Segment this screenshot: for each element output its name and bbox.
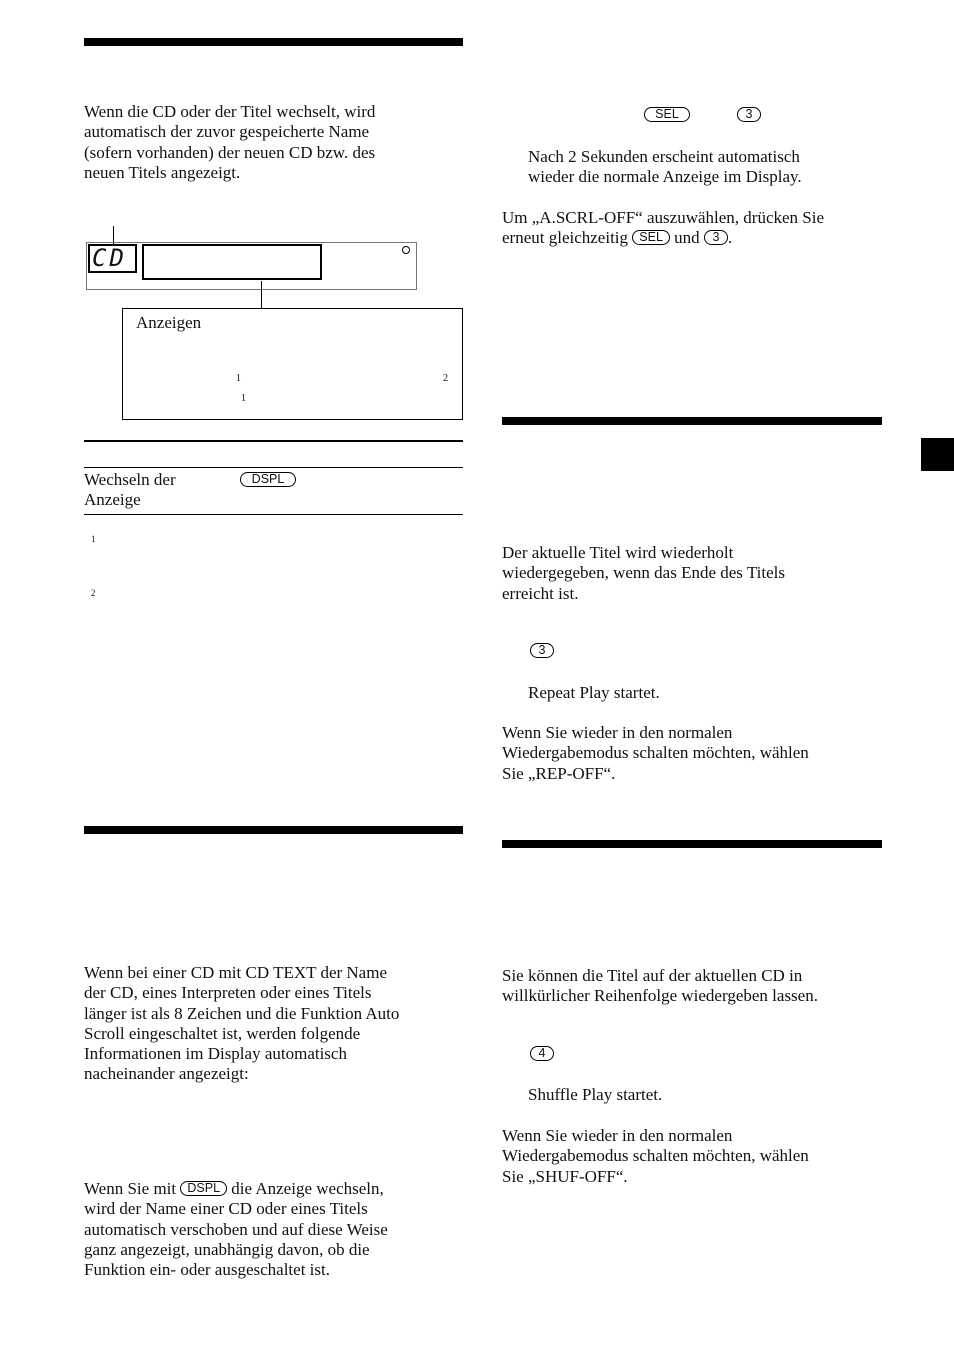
display-digits: CD	[92, 244, 127, 272]
auto-name-paragraph: Wenn die CD oder der Titel wechselt, wird automatisch der zuvor gespeicherte Name (sofern vorhanden) der neuen CD bzw. des neuen Titels angezeigt.	[84, 102, 376, 182]
shuffle-key-wrap	[530, 1046, 554, 1064]
section-rule-shuffle	[502, 840, 882, 848]
callout-title: Anzeigen	[136, 313, 202, 332]
display-text-area	[142, 244, 322, 280]
repeat-exit: Wenn Sie wieder in den normalen Wiedergabemodus schalten möchten, wählen Sie „REP-OFF“.	[502, 723, 809, 783]
footnote-mark: 2	[91, 588, 96, 598]
dspl-paragraph: Wenn Sie mit DSPL die Anzeige wechseln, wird der Name einer CD oder eines Titels automatisch verschoben und auf diese Weise ganz angezeigt, unabhängig davon, ob die Funktion ein- oder ausgeschaltet ist.	[84, 1179, 388, 1280]
number-3-button[interactable]: 3	[530, 643, 554, 658]
pointer-line-text	[261, 281, 262, 309]
repeat-result: Repeat Play startet.	[528, 683, 660, 702]
number-3-button[interactable]: 3	[704, 230, 728, 245]
chapter-tab	[921, 438, 954, 471]
callout-footnote-mark: 1	[236, 373, 241, 384]
dspl-button[interactable]: DSPL	[180, 1181, 227, 1196]
footnote-mark: 1	[91, 534, 96, 544]
table-top-rule	[84, 440, 463, 442]
callout-footnote-mark: 1	[241, 393, 246, 404]
after-2s-paragraph: Nach 2 Sekunden erscheint automatisch wieder die normale Anzeige im Display.	[528, 147, 802, 187]
number-3-button[interactable]: 3	[737, 107, 761, 122]
table-header-rule	[84, 467, 463, 468]
repeat-intro: Der aktuelle Titel wird wiederholt wiedergegeben, wenn das Ende des Titels erreicht ist.	[502, 543, 785, 603]
repeat-key-wrap	[530, 643, 554, 661]
table-bottom-rule	[84, 514, 463, 515]
dspl-button[interactable]: DSPL	[240, 472, 296, 487]
auto-scroll-num-key-wrap	[737, 107, 761, 125]
ascroll-off-paragraph: Um „A.SCRL-OFF“ auszuwählen, drücken Sie erneut gleichzeitig SEL und 3 .	[502, 208, 825, 248]
shuffle-intro: Sie können die Titel auf der aktuellen CD in willkürlicher Reihenfolge wiedergeben lassen.	[502, 966, 818, 1006]
sel-button[interactable]: SEL	[644, 107, 690, 122]
shuffle-result: Shuffle Play startet.	[528, 1085, 663, 1104]
cdtext-paragraph: Wenn bei einer CD mit CD TEXT der Name der CD, eines Interpreten oder eines Titels länger ist als 8 Zeichen und die Funktion Auto Scroll eingeschaltet ist, werden folgende Informationen im Display automatisch nacheinander angezeigt:	[84, 963, 400, 1084]
auto-scroll-keys	[644, 107, 690, 125]
sel-button[interactable]: SEL	[632, 230, 670, 245]
table-row-label: Wechseln der Anzeige	[84, 470, 176, 510]
section-rule-auto-scroll	[84, 826, 463, 834]
section-rule-repeat	[502, 417, 882, 425]
number-4-button[interactable]: 4	[530, 1046, 554, 1061]
callout-footnote-mark: 2	[443, 373, 448, 384]
display-indicator-icon	[402, 246, 410, 254]
section-rule-top-left	[84, 38, 463, 46]
shuffle-exit: Wenn Sie wieder in den normalen Wiedergabemodus schalten möchten, wählen Sie „SHUF-OFF“.	[502, 1126, 809, 1186]
dspl-key-cell	[240, 472, 296, 490]
